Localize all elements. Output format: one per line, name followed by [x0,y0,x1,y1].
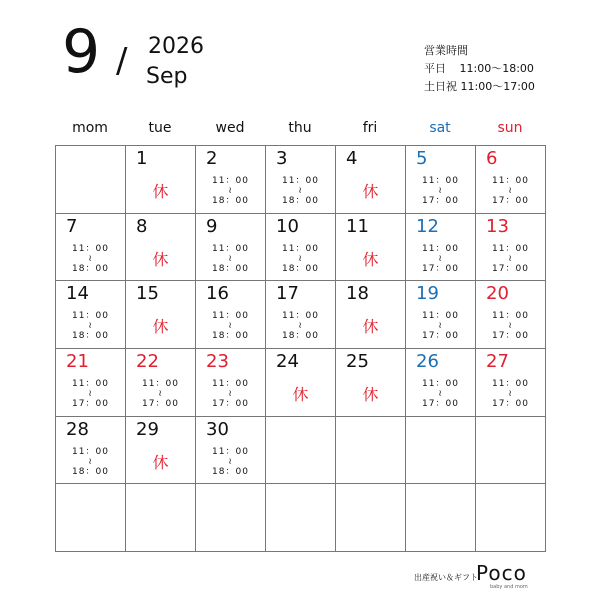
close-time: 18：00 [212,196,249,206]
calendar-day-cell [406,484,476,552]
weekday-wed: wed [215,120,245,136]
close-time: 18：00 [212,331,249,342]
day-number: 15 [136,283,159,305]
open-hours [406,176,475,207]
open-hours [406,311,475,342]
calendar-day-cell [336,349,406,417]
close-time: 17：00 [422,196,459,206]
poco-logo: Poco [476,561,527,585]
open-hours [56,244,125,275]
closed-label: 休 [152,452,169,472]
range-wave-icon: ≀ [228,321,233,332]
close-time: 18：00 [212,263,249,274]
close-time: 17：00 [422,398,459,409]
range-wave-icon: ≀ [228,186,233,196]
day-number: 12 [416,215,439,237]
open-time: 11：00 [212,378,249,389]
day-number: 1 [136,148,148,169]
day-number: 5 [416,148,428,169]
open-hours [406,244,475,275]
day-number: 8 [136,215,148,237]
calendar-day-cell [476,281,546,349]
year-label: 2026 [148,34,204,59]
calendar-day-cell [406,214,476,282]
day-number: 13 [486,215,509,237]
business-hours [424,42,535,96]
day-number: 17 [276,283,299,305]
calendar-day-cell [196,417,266,485]
open-time: 11：00 [212,243,249,254]
close-time: 17：00 [492,196,529,206]
open-time: 11：00 [72,446,109,457]
open-hours [56,311,125,342]
month-year-separator: / [116,41,128,81]
open-time: 11：00 [422,176,459,186]
closed-label: 休 [152,182,169,201]
calendar-day-cell [126,281,196,349]
range-wave-icon: ≀ [508,253,513,264]
open-hours [476,244,545,275]
day-number: 27 [486,350,509,372]
calendar-day-cell [266,214,336,282]
calendar-day-cell [196,484,266,552]
open-hours [266,244,335,275]
open-time: 11：00 [422,243,459,254]
day-number: 21 [66,350,89,372]
close-time: 17：00 [422,263,459,274]
open-hours [266,311,335,342]
calendar-day-cell [56,146,126,214]
calendar-day-cell [406,146,476,214]
close-time: 18：00 [212,466,249,477]
open-hours [196,176,265,207]
calendar-day-cell [56,214,126,282]
calendar-day-cell [476,417,546,485]
open-hours [126,379,195,410]
range-wave-icon: ≀ [438,321,443,332]
range-wave-icon: ≀ [88,253,93,264]
range-wave-icon: ≀ [228,388,233,399]
close-time: 17：00 [142,398,179,409]
calendar-day-cell [266,417,336,485]
month-number: 9 [62,17,101,87]
open-hours [196,379,265,410]
calendar-day-cell [336,417,406,485]
calendar-day-cell [336,281,406,349]
close-time: 17：00 [492,398,529,409]
weekday-hours-label: 平日 [424,62,446,75]
day-number: 22 [136,350,159,372]
day-number: 3 [276,148,288,169]
open-time: 11：00 [422,311,459,322]
calendar-day-cell [266,349,336,417]
calendar-day-cell [126,484,196,552]
open-time: 11：00 [282,176,319,186]
range-wave-icon: ≀ [228,253,233,264]
calendar-day-cell [476,214,546,282]
calendar-day-cell [476,484,546,552]
business-hours-title: 営業時間 [424,44,468,57]
range-wave-icon: ≀ [438,186,443,196]
closed-label: 休 [152,249,169,269]
range-wave-icon: ≀ [438,388,443,399]
closed-label: 休 [362,317,379,337]
day-number: 6 [486,148,498,169]
day-number: 26 [416,350,439,372]
range-wave-icon: ≀ [508,388,513,399]
calendar-day-cell [266,484,336,552]
close-time: 18：00 [282,196,319,206]
weekday-sat: sat [429,120,451,136]
calendar-day-cell [266,281,336,349]
day-number: 11 [346,215,369,237]
day-number: 9 [206,215,218,237]
calendar-grid [55,145,546,552]
open-hours [266,176,335,207]
calendar-day-cell [196,281,266,349]
open-time: 11：00 [212,176,249,186]
close-time: 18：00 [72,466,109,477]
open-time: 11：00 [142,378,179,389]
open-hours [196,311,265,342]
day-number: 30 [206,418,229,440]
day-number: 4 [346,148,358,169]
calendar-day-cell [126,349,196,417]
range-wave-icon: ≀ [158,388,163,399]
range-wave-icon: ≀ [88,321,93,332]
calendar-day-cell [336,214,406,282]
open-hours [476,176,545,207]
close-time: 17：00 [72,398,109,409]
open-time: 11：00 [492,311,529,322]
closed-label: 休 [292,384,309,404]
range-wave-icon: ≀ [228,456,233,467]
day-number: 24 [276,350,299,372]
close-time: 17：00 [422,331,459,342]
calendar-day-cell [126,146,196,214]
calendar-day-cell [56,349,126,417]
calendar-day-cell [126,417,196,485]
close-time: 17：00 [492,331,529,342]
weekday-thu: thu [288,120,312,136]
open-time: 11：00 [72,378,109,389]
day-number: 29 [136,418,159,440]
day-number: 20 [486,283,509,305]
day-number: 23 [206,350,229,372]
open-hours [476,311,545,342]
calendar-day-cell [56,281,126,349]
closed-label: 休 [362,182,379,201]
close-time: 18：00 [72,263,109,274]
day-number: 10 [276,215,299,237]
close-time: 18：00 [72,331,109,342]
day-number: 14 [66,283,89,305]
day-number: 7 [66,215,78,237]
shop-tagline: 出産祝い＆ギフト [414,573,478,582]
weekend-hours-label: 土日祝 [424,80,457,93]
closed-label: 休 [362,384,379,404]
range-wave-icon: ≀ [88,388,93,399]
weekday-hours [424,60,535,78]
close-time: 18：00 [282,331,319,342]
range-wave-icon: ≀ [298,253,303,264]
calendar-day-cell [476,349,546,417]
weekend-hours [424,78,535,96]
open-time: 11：00 [282,311,319,322]
calendar-day-cell [56,417,126,485]
range-wave-icon: ≀ [88,456,93,467]
close-time: 17：00 [212,398,249,409]
close-time: 18：00 [282,263,319,274]
month-name: Sep [146,64,188,89]
range-wave-icon: ≀ [508,321,513,332]
calendar-day-cell [126,214,196,282]
open-hours [196,244,265,275]
open-hours [56,379,125,410]
open-time: 11：00 [422,378,459,389]
open-time: 11：00 [72,243,109,254]
day-number: 19 [416,283,439,305]
close-time: 17：00 [492,263,529,274]
range-wave-icon: ≀ [298,321,303,332]
day-number: 2 [206,148,218,169]
weekday-fri: fri [362,120,378,136]
calendar-day-cell [196,146,266,214]
calendar-day-cell [406,349,476,417]
range-wave-icon: ≀ [298,186,303,196]
calendar-day-cell [196,349,266,417]
weekday-header [55,120,545,136]
day-number: 18 [346,283,369,305]
day-number: 28 [66,418,89,440]
day-number: 25 [346,350,369,372]
weekday-hours-time: 11:00～18:00 [459,62,534,75]
calendar-day-cell [406,281,476,349]
open-time: 11：00 [72,311,109,322]
calendar-day-cell [56,484,126,552]
range-wave-icon: ≀ [438,253,443,264]
open-time: 11：00 [492,243,529,254]
calendar-day-cell [196,214,266,282]
calendar-day-cell [336,484,406,552]
weekday-sun: sun [497,120,523,136]
open-hours [406,379,475,410]
calendar-day-cell [406,417,476,485]
range-wave-icon: ≀ [508,186,513,196]
open-time: 11：00 [282,243,319,254]
calendar-day-cell [476,146,546,214]
calendar-day-cell [266,146,336,214]
weekend-hours-time: 11:00～17:00 [460,80,535,93]
weekday-tue: tue [148,120,172,136]
closed-label: 休 [152,317,169,337]
calendar-day-cell [336,146,406,214]
poco-logo-subtitle: baby and mom [490,584,528,590]
closed-label: 休 [362,249,379,269]
open-time: 11：00 [212,446,249,457]
open-time: 11：00 [492,378,529,389]
day-number: 16 [206,283,229,305]
open-time: 11：00 [492,176,529,186]
open-time: 11：00 [212,311,249,322]
open-hours [56,447,125,478]
open-hours [196,447,265,478]
open-hours [476,379,545,410]
weekday-mon: mom [72,120,108,136]
